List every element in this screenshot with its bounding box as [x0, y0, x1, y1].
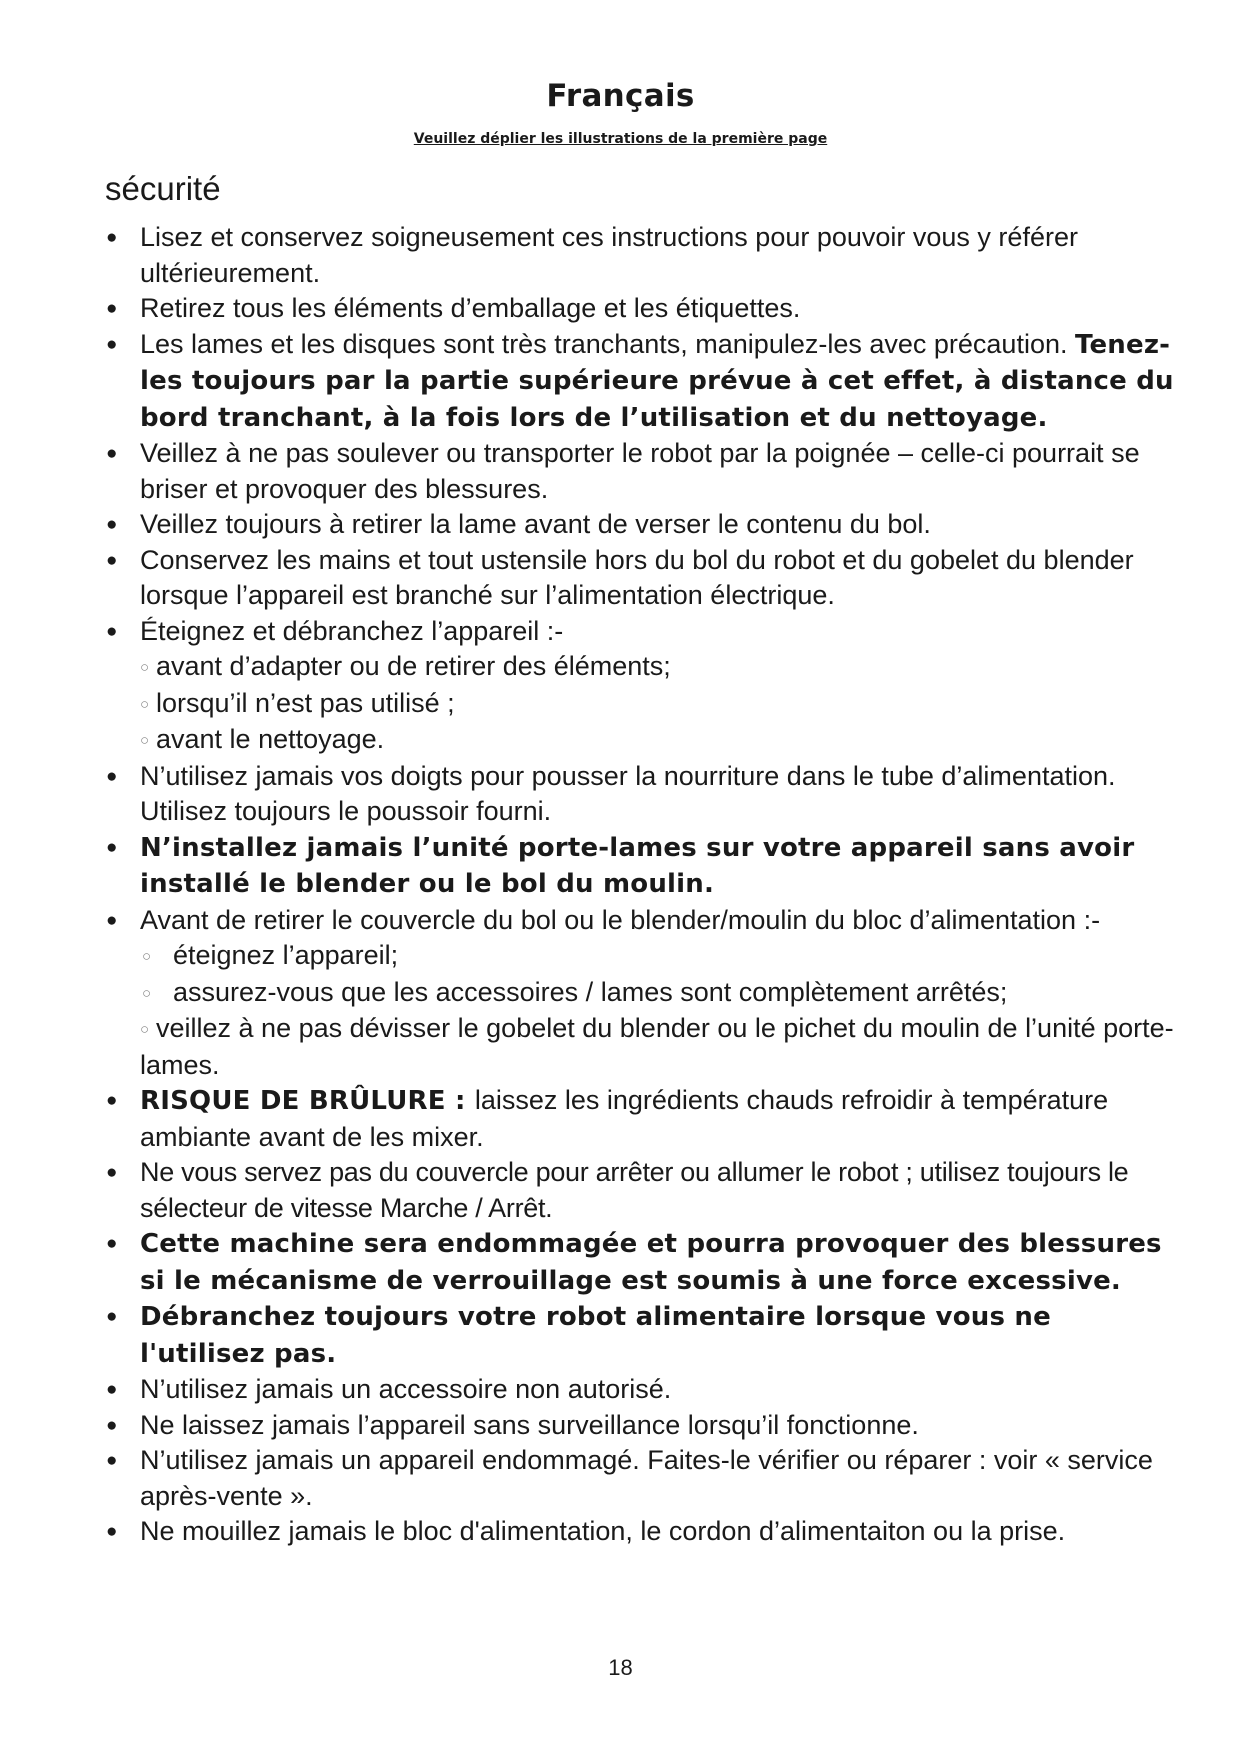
list-item: [104, 830, 1184, 903]
bullet-icon: ●: [106, 765, 118, 787]
item-text: N’utilisez jamais un accessoire non autorisé.: [140, 1374, 672, 1404]
bullet-icon: ●: [106, 1306, 118, 1327]
item-text: Avant de retirer le couvercle du bol ou le blender/moulin du bloc d’alimentation :-: [140, 904, 1101, 935]
sub-item: [140, 975, 1184, 1012]
item-text: Conservez les mains et tout ustensile hors du bol du robot et du gobelet du blender lorsque l’appareil est branché sur l’alimentation électrique.: [140, 544, 1134, 610]
sub-item: [140, 686, 1184, 723]
bullet-icon: ●: [106, 909, 118, 931]
sub-item: [140, 722, 1184, 759]
list-item: [104, 507, 1184, 543]
item-text: Veillez à ne pas soulever ou transporter le robot par la poignée – celle-ci pourrait se briser et provoquer des blessures.: [140, 438, 1140, 504]
bullet-icon: ●: [106, 333, 118, 355]
bullet-icon: ●: [106, 443, 118, 464]
sub-item-text: avant d’adapter ou de retirer des éléments;: [156, 651, 671, 681]
list-item: [104, 1226, 1184, 1299]
list-item: [104, 436, 1184, 507]
item-text: Ne laissez jamais l’appareil sans surveillance lorsqu’il fonctionne.: [140, 1409, 919, 1440]
item-text: Ne mouillez jamais le bloc d'alimentation, le cordon d’alimentaiton ou la prise.: [140, 1516, 1066, 1546]
sub-item: [140, 1011, 1184, 1083]
sub-item-text: avant le nettoyage.: [156, 724, 385, 754]
list-item: [104, 1083, 1184, 1155]
list-item: [104, 1372, 1184, 1408]
bullet-icon: ●: [106, 1233, 118, 1254]
circle-bullet-icon: ○: [140, 1021, 150, 1038]
list-item: [104, 1299, 1184, 1372]
bullet-icon: ●: [106, 1379, 118, 1400]
bullet-icon: ●: [106, 1414, 118, 1436]
bullet-icon: ●: [106, 620, 118, 642]
item-text: Veillez toujours à retirer la lame avant de verser le contenu du bol.: [140, 509, 931, 539]
list-item: [104, 291, 1184, 327]
item-text: Lisez et conservez soigneusement ces instructions pour pouvoir vous y référer ultérieurement.: [140, 222, 1078, 288]
item-text-bold: Tenez-les toujours par la partie supérieure prévue à cet effet, à distance du bord tranchant, à la fois lors de l’utilisation et du nettoyage.: [140, 329, 1174, 433]
circle-bullet-icon: ○: [140, 695, 150, 713]
bullet-icon: ●: [106, 298, 118, 319]
sub-item-text: lorsqu’il n’est pas utilisé ;: [156, 687, 455, 718]
page-number: 18: [608, 1655, 633, 1680]
bullet-icon: ●: [106, 836, 118, 858]
circle-bullet-icon: ○: [140, 659, 150, 676]
item-text: N’utilisez jamais vos doigts pour pousser la nourriture dans le tube d’alimentation. Utilisez toujours le poussoir fourni.: [140, 760, 1116, 826]
page-title: Français: [546, 78, 695, 114]
bullet-icon: ●: [106, 1162, 118, 1183]
sub-item-text: assurez-vous que les accessoires / lames sont complètement arrêtés;: [173, 976, 1008, 1007]
list-item: [104, 327, 1184, 437]
sub-item: [140, 649, 1184, 686]
list-item: [104, 543, 1184, 614]
item-text: Ne vous servez pas du couvercle pour arrêter ou allumer le robot ; utilisez toujours le sélecteur de vitesse Marche / Arrêt.: [140, 1157, 1129, 1223]
list-item: [104, 614, 1184, 759]
safety-list: [104, 220, 1184, 1550]
item-text-bold: N’installez jamais l’unité porte-lames sur votre appareil sans avoir installé le blender ou le bol du moulin.: [140, 832, 1135, 899]
sub-item-text: éteignez l’appareil;: [173, 940, 399, 970]
list-item: [104, 1155, 1184, 1226]
list-item: [104, 1408, 1184, 1444]
list-item: [104, 220, 1184, 291]
bullet-icon: ●: [106, 549, 118, 571]
circle-bullet-icon: ○: [140, 732, 150, 749]
sub-item-text: veillez à ne pas dévisser le gobelet du blender ou le pichet du moulin de l’unité porte-lames.: [140, 1013, 1174, 1080]
bullet-icon: ●: [106, 1450, 118, 1471]
circle-bullet-icon: ○: [142, 984, 152, 1002]
item-text: N’utilisez jamais un appareil endommagé. Faites-le vérifier ou réparer : voir « service après-vente ».: [140, 1445, 1153, 1511]
item-text: Retirez tous les éléments d’emballage et les étiquettes.: [140, 293, 801, 323]
item-text-bold: RISQUE DE BRÛLURE :: [140, 1086, 475, 1116]
item-text: Les lames et les disques sont très tranchants, manipulez-les avec précaution.: [140, 328, 1075, 359]
bullet-icon: ●: [106, 514, 118, 535]
list-item: [104, 1443, 1184, 1514]
page-subtitle: Veuillez déplier les illustrations de la première page: [413, 131, 828, 147]
sub-item: [140, 938, 1184, 975]
list-item: [104, 759, 1184, 830]
circle-bullet-icon: ○: [142, 948, 152, 965]
bullet-icon: ●: [106, 1090, 118, 1111]
item-text: Éteignez et débranchez l’appareil :-: [140, 615, 564, 646]
item-text: laissez les ingrédients chauds refroidir à température ambiante avant de les mixer.: [140, 1085, 1109, 1152]
bullet-icon: ●: [106, 1521, 118, 1542]
item-text-bold: Débranchez toujours votre robot alimentaire lorsque vous ne l'utilisez pas.: [140, 1302, 1051, 1369]
item-text-bold: Cette machine sera endommagée et pourra provoquer des blessures si le mécanisme de verrouillage est soumis à une force excessive.: [140, 1229, 1162, 1296]
list-item: [104, 1514, 1184, 1550]
section-title: sécurité: [105, 170, 221, 207]
list-item: [104, 903, 1184, 1084]
bullet-icon: ●: [106, 227, 118, 248]
